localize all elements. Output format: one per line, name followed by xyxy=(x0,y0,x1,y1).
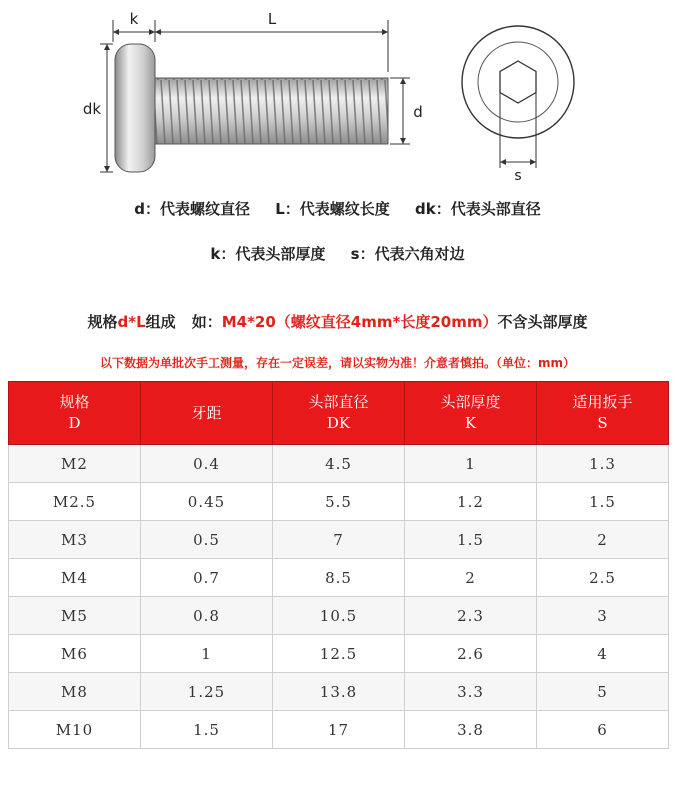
cell-head-diameter: 10.5 xyxy=(273,597,405,635)
cell-pitch: 0.5 xyxy=(141,521,273,559)
spec-example-value: M4*20（螺纹直径4mm*长度20mm） xyxy=(221,313,498,331)
cell-head-diameter: 4.5 xyxy=(273,445,405,483)
cell-head-diameter: 17 xyxy=(273,711,405,749)
header-pitch: 牙距 xyxy=(141,382,273,445)
cell-head-diameter: 7 xyxy=(273,521,405,559)
spec-example-label: 如： xyxy=(191,313,222,331)
table-row xyxy=(9,559,669,597)
table-header-row xyxy=(9,382,669,445)
screw-diagram xyxy=(0,0,675,185)
table-row xyxy=(9,445,669,483)
spec-prefix: 规格 xyxy=(87,313,118,331)
cell-size: M6 xyxy=(9,635,141,673)
cell-head-thickness: 1 xyxy=(405,445,537,483)
cell-wrench-size: 2.5 xyxy=(537,559,669,597)
cell-pitch: 0.45 xyxy=(141,483,273,521)
cell-wrench-size: 6 xyxy=(537,711,669,749)
cell-head-thickness: 2.3 xyxy=(405,597,537,635)
cell-head-thickness: 3.3 xyxy=(405,673,537,711)
cell-wrench-size: 5 xyxy=(537,673,669,711)
cell-size: M5 xyxy=(9,597,141,635)
table-row xyxy=(9,673,669,711)
screw-head xyxy=(115,44,155,172)
cell-pitch: 1 xyxy=(141,635,273,673)
cell-size: M2.5 xyxy=(9,483,141,521)
header-head-thickness: 头部厚度 K xyxy=(405,382,537,445)
legend-line-1 xyxy=(0,198,675,219)
spec-formula: d*L xyxy=(117,313,146,331)
label-s: s xyxy=(514,168,522,184)
spec-suffix: 组成 xyxy=(145,313,176,331)
header-head-diameter: 头部直径 DK xyxy=(273,382,405,445)
table-row xyxy=(9,711,669,749)
cell-wrench-size: 1.3 xyxy=(537,445,669,483)
cell-pitch: 0.7 xyxy=(141,559,273,597)
label-dk: dk xyxy=(82,100,102,118)
cell-size: M2 xyxy=(9,445,141,483)
table-row xyxy=(9,597,669,635)
cell-head-diameter: 13.8 xyxy=(273,673,405,711)
header-wrench-size: 适用扳手 S xyxy=(537,382,669,445)
spec-description xyxy=(0,311,675,332)
cell-head-thickness: 2.6 xyxy=(405,635,537,673)
header-size: 规格 D xyxy=(9,382,141,445)
spec-table xyxy=(8,381,669,749)
cell-head-thickness: 1.2 xyxy=(405,483,537,521)
cell-wrench-size: 4 xyxy=(537,635,669,673)
cell-head-diameter: 8.5 xyxy=(273,559,405,597)
cell-size: M4 xyxy=(9,559,141,597)
cell-head-thickness: 2 xyxy=(405,559,537,597)
table-row xyxy=(9,635,669,673)
cell-head-thickness: 1.5 xyxy=(405,521,537,559)
measurement-note: 以下数据为单批次手工测量，存在一定误差，请以实物为准！介意者慎拍。（单位：mm） xyxy=(99,356,575,370)
cell-size: M8 xyxy=(9,673,141,711)
legend-d: d：代表螺纹直径 xyxy=(134,200,250,218)
cell-pitch: 0.4 xyxy=(141,445,273,483)
table-row xyxy=(9,483,669,521)
cell-size: M3 xyxy=(9,521,141,559)
cell-wrench-size: 3 xyxy=(537,597,669,635)
cell-wrench-size: 1.5 xyxy=(537,483,669,521)
label-d: d xyxy=(413,103,423,121)
legend-line-2 xyxy=(0,243,675,264)
legend-L: L：代表螺纹长度 xyxy=(275,200,390,218)
legend-s: s：代表六角对边 xyxy=(350,245,465,263)
cell-pitch: 1.25 xyxy=(141,673,273,711)
screw-end-view xyxy=(462,26,574,168)
cell-size: M10 xyxy=(9,711,141,749)
cell-wrench-size: 2 xyxy=(537,521,669,559)
cell-pitch: 0.8 xyxy=(141,597,273,635)
table-row xyxy=(9,521,669,559)
cell-head-thickness: 3.8 xyxy=(405,711,537,749)
cell-head-diameter: 12.5 xyxy=(273,635,405,673)
label-k: k xyxy=(129,10,139,28)
spec-example-note: 不含头部厚度 xyxy=(497,313,588,331)
legend-dk: dk：代表头部直径 xyxy=(415,200,541,218)
legend-k: k：代表头部厚度 xyxy=(210,245,326,263)
cell-pitch: 1.5 xyxy=(141,711,273,749)
cell-head-diameter: 5.5 xyxy=(273,483,405,521)
screw-shaft xyxy=(152,78,388,144)
label-L: L xyxy=(267,10,277,28)
